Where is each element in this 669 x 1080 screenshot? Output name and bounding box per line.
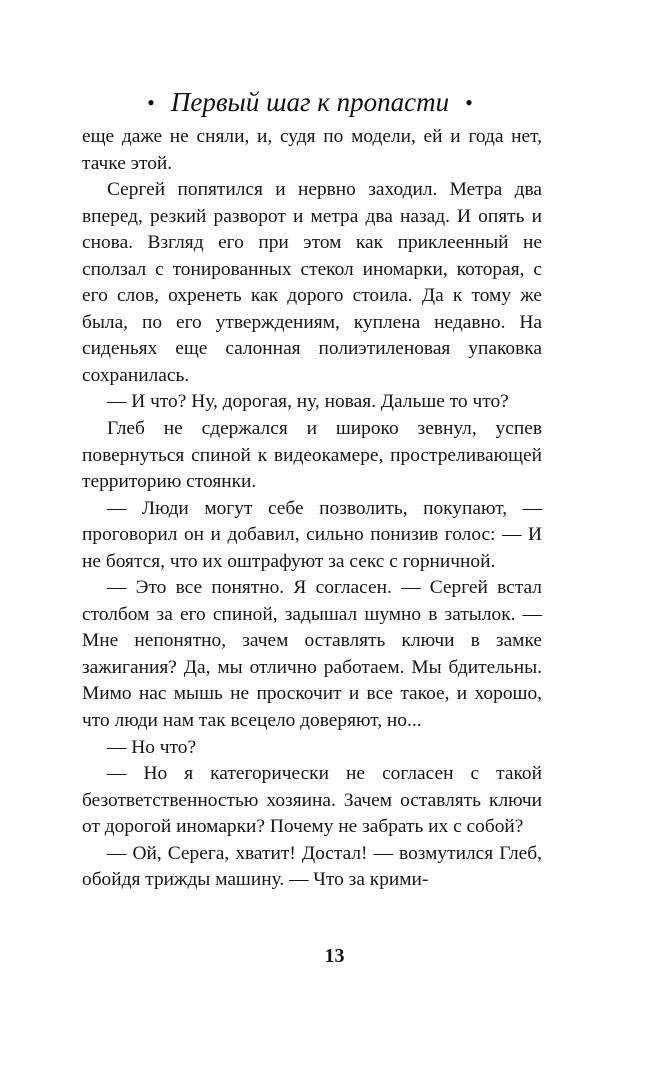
paragraph-dialogue: — Ой, Серега, хватит! Достал! — возмутился Глеб, обойдя трижды машину. — Что за крими- [82,842,542,891]
header-bullet-right-icon: • [465,90,473,115]
running-head-title: Первый шаг к пропасти [170,87,450,117]
page-number: 13 [324,945,345,967]
paragraph-dialogue: — Но что? [107,736,197,758]
header-bullet-left-icon: • [147,90,155,115]
paragraph: Сергей попятился и нервно заходил. Метра два вперед, резкий разворот и метра два назад. И опять и снова. Взгляд его при этом как приклеенный не сползал с тонированных стекол иномарки, которая, с его слов, охренеть как дорого стоила. Да к тому же была, по его утверждениям, куплена недавно. На сиденьях еще салонная полиэтиленовая упаковка сохранилась. [82,179,542,386]
paragraph-dialogue: — Но я категорически не согласен с такой безответственностью хозяина. Зачем оставлять ключи от дорогой иномарки? Почему не забрать их с собой? [82,763,542,838]
paragraph-dialogue: — Люди могут себе позволить, покупают, — проговорил он и добавил, сильно понизив голос: — И не боятся, что их оштрафуют за секс с горничной. [82,497,542,572]
paragraph-dialogue: — Это все понятно. Я согласен. — Сергей встал столбом за его спиной, задышал шумно в затылок. — Мне непонятно, зачем оставлять ключи в замке зажигания? Да, мы отлично работаем. Мы бдительны. Мимо нас мышь не проскочит и все такое, и хорошо, что люди нам так всецело доверяют, но... [82,577,542,732]
paragraph-dialogue: — И что? Ну, дорогая, ну, новая. Дальше то что? [107,391,509,413]
running-head [80,82,540,122]
body-text [82,124,542,894]
paragraph-continued: еще даже не сняли, и, судя по модели, ей и года нет, тачке этой. [82,126,542,174]
paragraph: Глеб не сдержался и широко зевнул, успев повернуться спиной к видеокамере, простреливающей территорию стоянки. [82,418,542,493]
